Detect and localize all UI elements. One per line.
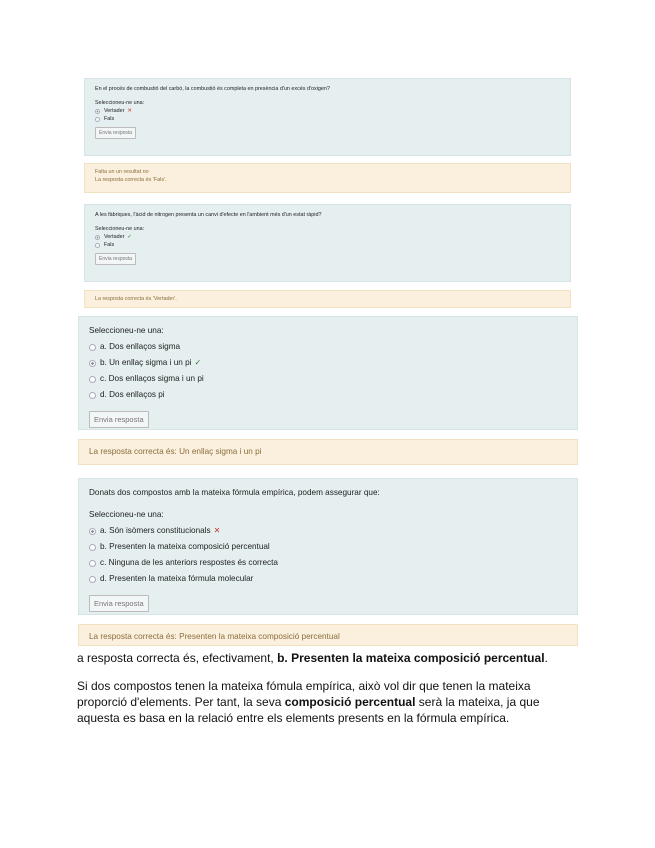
question-3-option-a[interactable] — [89, 339, 567, 355]
question-4-select-label: Seleccioneu-ne una: — [89, 510, 164, 519]
question-4-option-c[interactable] — [89, 555, 567, 571]
answer-explanation — [77, 650, 582, 726]
radio-button[interactable] — [89, 544, 96, 551]
radio-button[interactable] — [95, 243, 100, 248]
option-label: b. Presenten la mateixa composició percentual — [100, 542, 270, 551]
radio-button[interactable] — [89, 344, 96, 351]
feedback-text: La resposta correcta és 'Vertader'. — [95, 296, 177, 302]
radio-button[interactable] — [89, 528, 96, 535]
correct-icon: ✓ — [127, 234, 132, 240]
option-label: Vertader — [104, 108, 125, 114]
option-label: d. Presenten la mateixa fórmula molecular — [100, 574, 254, 583]
question-1-select-label: Seleccioneu-ne una: — [95, 100, 145, 106]
option-label: c. Ninguna de les anteriors respostes és correcta — [100, 558, 278, 567]
question-3-option-c[interactable] — [89, 371, 567, 387]
correct-icon: ✓ — [194, 358, 202, 367]
radio-button[interactable] — [95, 235, 100, 240]
option-label: Vertader — [104, 234, 125, 240]
option-label: c. Dos enllaços sigma i un pi — [100, 374, 204, 383]
question-2-option-true[interactable] — [95, 233, 560, 241]
radio-button[interactable] — [89, 376, 96, 383]
option-label: a. Dos enllaços sigma — [100, 342, 181, 351]
incorrect-icon: ✕ — [127, 108, 132, 114]
question-1-option-true[interactable] — [95, 107, 560, 115]
question-4-text: Donats dos compostos amb la mateixa fórmula empírica, podem assegurar que: — [89, 488, 380, 497]
option-label: Fals — [104, 242, 115, 248]
question-2-card — [84, 204, 571, 282]
radio-button[interactable] — [95, 117, 100, 122]
question-4-card — [78, 478, 578, 615]
option-label: d. Dos enllaços pi — [100, 390, 165, 399]
question-1-text: En el procés de combustió del carbó, la combustió és completa en presència d'un excés d'oxigen? — [95, 86, 330, 92]
question-1-card — [84, 78, 571, 156]
feedback-answer-text: La resposta correcta és 'Fals'. — [95, 177, 167, 183]
submit-answer-button[interactable]: Envia resposta — [89, 595, 149, 612]
question-4-feedback — [78, 624, 578, 646]
incorrect-icon: ✕ — [213, 526, 221, 535]
radio-button[interactable] — [89, 560, 96, 567]
question-3-select-label: Seleccioneu-ne una: — [89, 326, 164, 335]
option-label: b. Un enllaç sigma i un pi — [100, 358, 192, 367]
question-4-option-d[interactable] — [89, 571, 567, 587]
feedback-text: La resposta correcta és: Un enllaç sigma i un pi — [89, 447, 262, 456]
option-label: Fals — [104, 116, 115, 122]
submit-answer-button[interactable]: Envia resposta — [95, 253, 136, 265]
question-1-option-false[interactable] — [95, 115, 560, 123]
question-2-select-label: Seleccioneu-ne una: — [95, 226, 145, 232]
radio-button[interactable] — [89, 360, 96, 367]
question-3-card — [78, 316, 578, 430]
question-2-option-false[interactable] — [95, 241, 560, 249]
answer-paragraph: a resposta correcta és, efectivament, b. Presenten la mateixa composició percentual. — [77, 651, 548, 665]
question-4-option-b[interactable] — [89, 539, 567, 555]
question-2-feedback — [84, 290, 571, 308]
radio-button[interactable] — [95, 109, 100, 114]
radio-button[interactable] — [89, 392, 96, 399]
option-label: a. Són isòmers constitucionals — [100, 526, 211, 535]
question-3-option-d[interactable] — [89, 387, 567, 403]
question-2-text: A les fàbriques, l'àcid de nitrogen presenta un canvi d'efecte en l'ambient més d'un estat ràpid? — [95, 212, 322, 218]
feedback-text: La resposta correcta és: Presenten la mateixa composició percentual — [89, 632, 340, 641]
submit-answer-button[interactable]: Envia resposta — [89, 411, 149, 428]
question-3-option-b[interactable] — [89, 355, 567, 371]
explanation-paragraph: Si dos compostos tenen la mateixa fómula empírica, això vol dir que tenen la mateixa proporció d'elements. Per tant, la seva composició percentual serà la mateixa, ja que aquesta es basa en la relació entre els elements presents en la fórmula empírica. — [77, 679, 540, 725]
question-1-feedback — [84, 163, 571, 193]
radio-button[interactable] — [89, 576, 96, 583]
question-3-feedback — [78, 439, 578, 465]
feedback-text: Falta un un resultat no — [95, 169, 149, 175]
question-4-option-a[interactable] — [89, 523, 567, 539]
submit-answer-button[interactable]: Envia resposta — [95, 127, 136, 139]
